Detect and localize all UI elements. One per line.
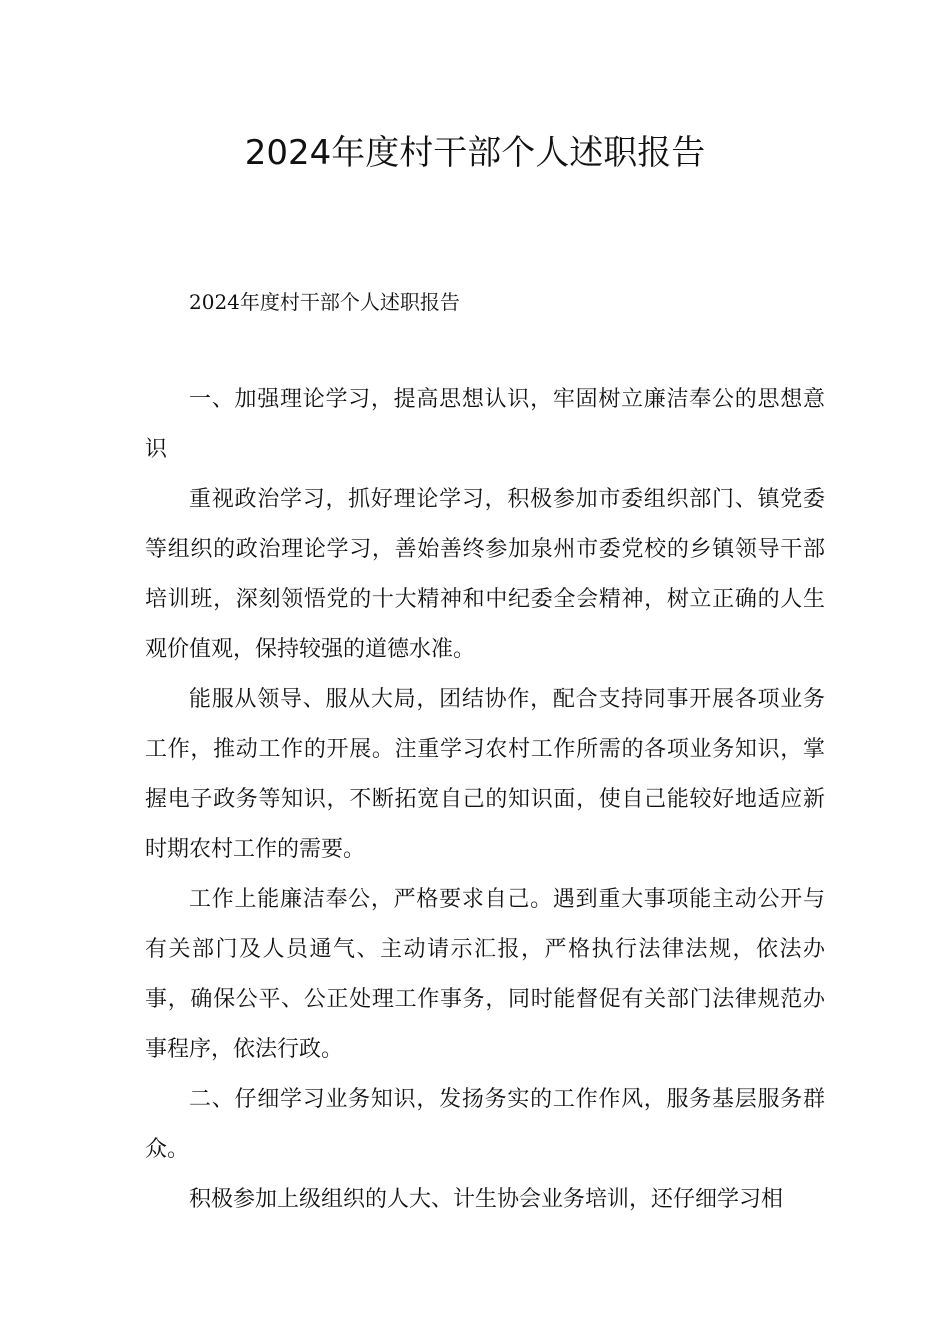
paragraph-1: 重视政治学习，抓好理论学习，积极参加市委组织部门、镇党委等组织的政治理论学习，善始善终参加泉州市委党校的乡镇领导干部培训班，深刻领悟党的十大精神和中纪委全会精神，树立正确的人生观价值观，保持较强的道德水准。 bbox=[145, 487, 825, 662]
section-heading-2: 二、仔细学习业务知识，发扬务实的工作作风，服务基层服务群众。 bbox=[145, 1087, 825, 1162]
paragraph-3: 工作上能廉洁奉公，严格要求自己。遇到重大事项能主动公开与有关部门及人员通气、主动请示汇报，严格执行法律法规，依法办事，确保公平、公正处理工作事务，同时能督促有关部门法律规范办事程序，依法行政。 bbox=[145, 887, 825, 1062]
paragraph-2: 能服从领导、服从大局，团结协作，配合支持同事开展各项业务工作，推动工作的开展。注重学习农村工作所需的各项业务知识，掌握电子政务等知识，不断拓宽自己的知识面，使自己能较好地适应新时期农村工作的需要。 bbox=[145, 687, 825, 862]
section-heading-1: 一、加强理论学习，提高思想认识，牢固树立廉洁奉公的思想意识 bbox=[145, 387, 825, 462]
document-body bbox=[145, 375, 825, 1225]
paragraph-4: 积极参加上级组织的人大、计生协会业务培训，还仔细学习相 bbox=[189, 1187, 784, 1212]
document-title: 2024年度村干部个人述职报告 bbox=[244, 133, 706, 173]
document-subtitle: 2024年度村干部个人述职报告 bbox=[189, 290, 460, 314]
